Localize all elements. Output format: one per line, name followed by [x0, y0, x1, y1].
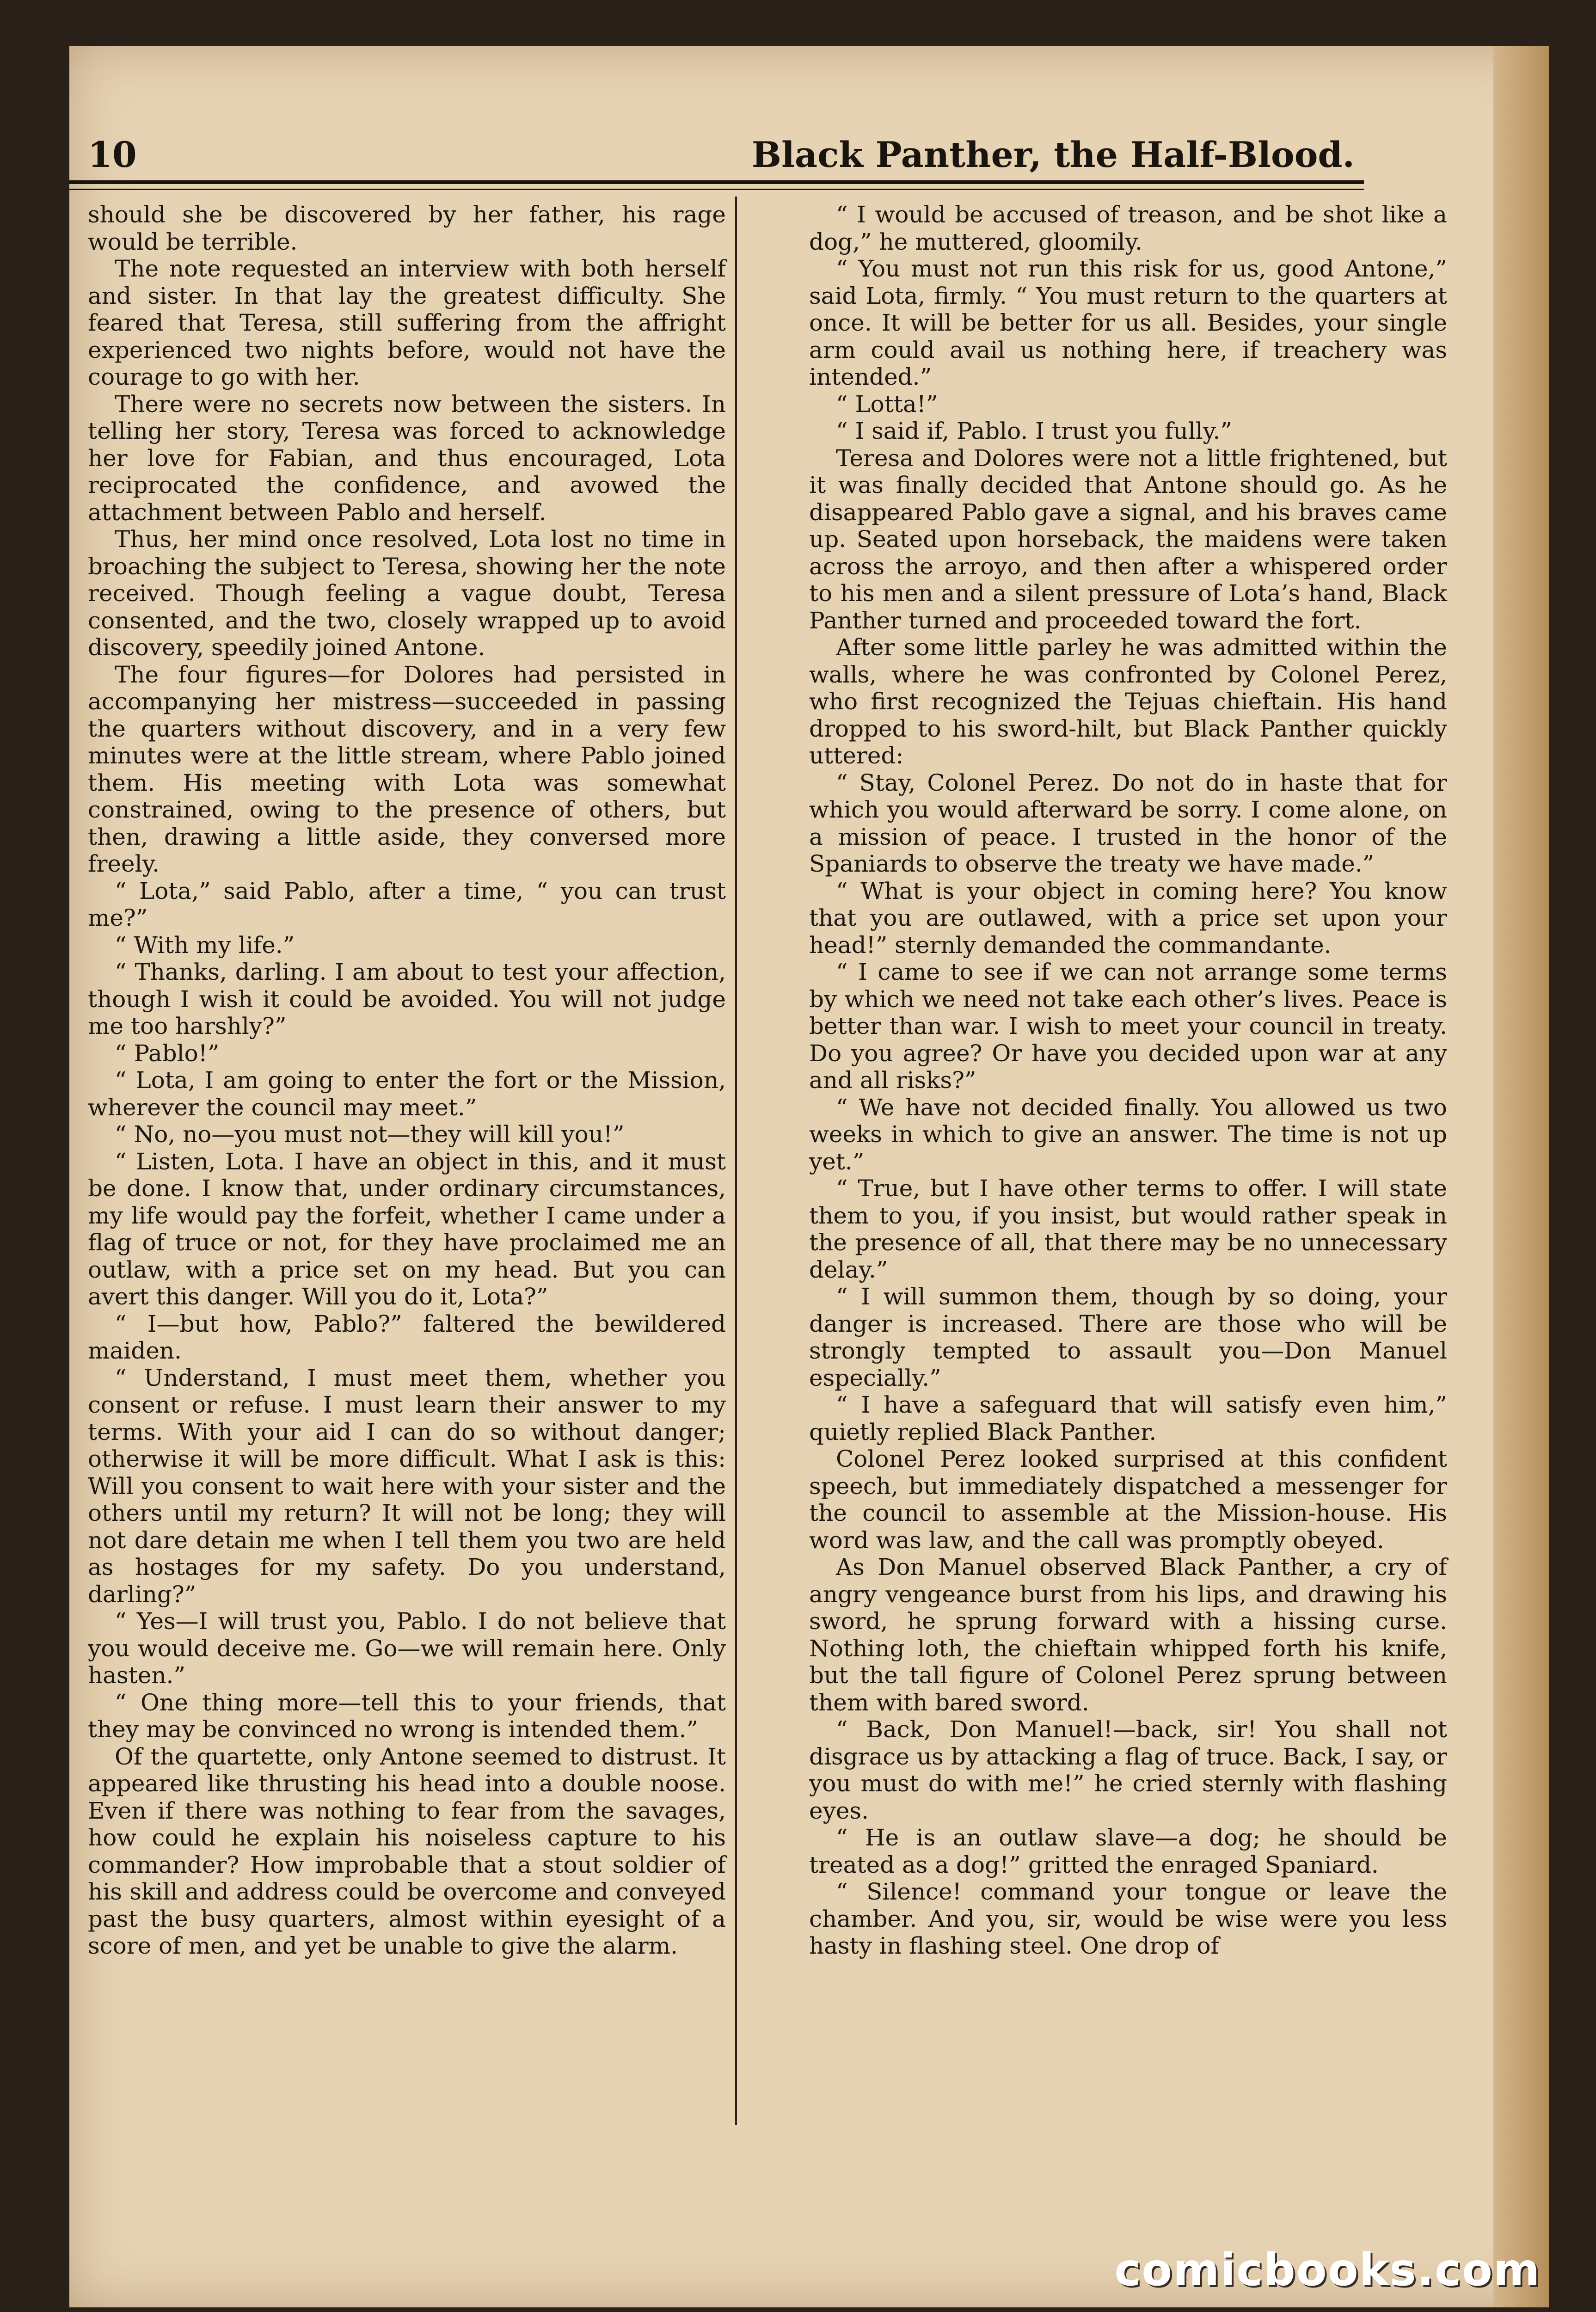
paragraph: “ I said if, Pablo. I trust you fully.” — [836, 418, 1232, 444]
paragraph: “ Understand, I must meet them, whether you consent or refuse. I must learn their answer to my terms. With your aid I can do so without danger; otherwise it will be more difficult. What I ask is this: Will you consent to wait here with your sister and the others until my return? It will not be long; they will not dare detain me when I tell them you two are held as hostages for my safety. Do you understand, darling?” — [88, 1364, 726, 1608]
paragraph: Thus, her mind once resolved, Lota lost no time in broaching the subject to Teresa, showing her the note received. Though feeling a vague doubt, Teresa consented, and the two, closely wrapped up to avoid discovery, speedily joined Antone. — [88, 526, 726, 661]
paragraph: should she be discovered by her father, his rage would be terrible. — [88, 201, 726, 255]
paragraph: “ One thing more—tell this to your friends, that they may be convinced no wrong is intended them.” — [88, 1689, 726, 1743]
paragraph: “ With my life.” — [115, 931, 295, 959]
paragraph: “ Back, Don Manuel!—back, sir! You shall not disgrace us by attacking a flag of truce. Back, I say, or you must do with me!” he cried sternly with flashing eyes. — [809, 1716, 1447, 1824]
running-title: Black Panther, the Half-Blood. — [751, 134, 1355, 175]
right-column — [809, 201, 1447, 1960]
paragraph: After some little parley he was admitted within the walls, where he was confronted by Colonel Perez, who first recognized the Tejuas chieftain. His hand dropped to his sword-hilt, but Black Panther quickly uttered: — [809, 634, 1447, 769]
page-edge — [1493, 46, 1549, 2307]
paragraph: “ Listen, Lota. I have an object in this, and it must be done. I know that, under ordinary circumstances, my life would pay the forfeit, whether I came under a flag of truce or not, for they have proclaimed me an outlaw, with a price set on my head. But you can avert this danger. Will you do it, Lota?” — [88, 1148, 726, 1310]
paragraph: “ I have a safeguard that will satisfy even him,” quietly replied Black Panther. — [809, 1391, 1447, 1445]
paragraph: “ He is an outlaw slave—a dog; he should be treated as a dog!” gritted the enraged Spaniard. — [809, 1824, 1447, 1878]
left-column — [88, 201, 726, 1960]
column-divider — [735, 197, 737, 2125]
header-rule-thick — [69, 180, 1364, 184]
paragraph: “ No, no—you must not—they will kill you!” — [115, 1121, 625, 1148]
paragraph: “ I—but how, Pablo?” faltered the bewildered maiden. — [88, 1310, 726, 1364]
paragraph: “ What is your object in coming here? You know that you are outlawed, with a price set upon your head!” sternly demanded the commandante. — [809, 877, 1447, 959]
header-rule-thin — [69, 189, 1364, 190]
paragraph: “ Lota, I am going to enter the fort or the Mission, wherever the council may meet.” — [88, 1067, 726, 1121]
paragraph: The four figures—for Dolores had persisted in accompanying her mistress—succeeded in passing the quarters without discovery, and in a very few minutes were at the little stream, where Pablo joined them. His meeting with Lota was somewhat constrained, owing to the presence of others, but then, drawing a little aside, they conversed more freely. — [88, 661, 726, 877]
paragraph: “ I will summon them, though by so doing, your danger is increased. There are those who will be strongly tempted to assault you—Don Manuel especially.” — [809, 1283, 1447, 1391]
paragraph: “ Pablo!” — [115, 1039, 220, 1067]
paragraph: Of the quartette, only Antone seemed to distrust. It appeared like thrusting his head into a double noose. Even if there was nothing to fear from the savages, how could he explain his noiseless capture to his commander? How improbable that a stout soldier of his skill and address could be overcome and conveyed past the busy quarters, almost within eyesight of a score of men, and yet be unable to give the alarm. — [88, 1743, 726, 1959]
paragraph: “ Thanks, darling. I am about to test your affection, though I wish it could be avoided. You will not judge me too harshly?” — [88, 959, 726, 1039]
paragraph: “ Lota,” said Pablo, after a time, “ you can trust me?” — [88, 877, 726, 931]
paragraph: “ Yes—I will trust you, Pablo. I do not believe that you would deceive me. Go—we will remain here. Only hasten.” — [88, 1608, 726, 1689]
page-header — [88, 116, 1355, 185]
paragraph: “ True, but I have other terms to offer. I will state them to you, if you insist, but would rather speak in the presence of all, that there may be no unnecessary delay.” — [809, 1175, 1447, 1283]
paragraph: “ We have not decided finally. You allowed us two weeks in which to give an answer. The time is not up yet.” — [809, 1094, 1447, 1175]
paragraph: “ I would be accused of treason, and be shot like a dog,” he muttered, gloomily. — [809, 201, 1447, 255]
page-number: 10 — [88, 134, 137, 175]
paragraph: As Don Manuel observed Black Panther, a cry of angry vengeance burst from his lips, and drawing his sword, he sprung forward with a hissing curse. Nothing loth, the chieftain whipped forth his knife, but the tall figure of Colonel Perez sprung between them with bared sword. — [809, 1554, 1447, 1716]
paragraph: Colonel Perez looked surprised at this confident speech, but immediately dispatched a messenger for the council to assemble at the Mission-house. His word was law, and the call was promptly obeyed. — [809, 1445, 1447, 1554]
site-watermark: comicbooks.com — [1114, 2244, 1541, 2296]
paragraph: “ You must not run this risk for us, good Antone,” said Lota, firmly. “ You must return to the quarters at once. It will be better for us all. Besides, your single arm could avail us nothing here, if treachery was intended.” — [809, 255, 1447, 390]
paragraph: “ Lotta!” — [836, 390, 938, 418]
paragraph: There were no secrets now between the sisters. In telling her story, Teresa was forced to acknowledge her love for Fabian, and thus encouraged, Lota reciprocated the confidence, and avowed the attachment between Pablo and herself. — [88, 390, 726, 526]
paragraph: “ I came to see if we can not arrange some terms by which we need not take each other’s lives. Peace is better than war. I wish to meet your council in treaty. Do you agree? Or have you decided upon war at any and all risks?” — [809, 959, 1447, 1094]
paragraph: The note requested an interview with both herself and sister. In that lay the greatest difficulty. She feared that Teresa, still suffering from the affright experienced two nights before, would not have the courage to go with her. — [88, 255, 726, 390]
paragraph: Teresa and Dolores were not a little frightened, but it was finally decided that Antone should go. As he disappeared Pablo gave a signal, and his braves came up. Seated upon horseback, the maidens were taken across the arroyo, and then after a whispered order to his men and a silent pressure of Lota’s hand, Black Panther turned and proceeded toward the fort. — [809, 444, 1447, 634]
paragraph: “ Silence! command your tongue or leave the chamber. And you, sir, would be wise were you less hasty in flashing steel. One drop of — [809, 1878, 1447, 1959]
paragraph: “ Stay, Colonel Perez. Do not do in haste that for which you would afterward be sorry. I come alone, on a mission of peace. I trusted in the honor of the Spaniards to observe the treaty we have made.” — [809, 769, 1447, 877]
